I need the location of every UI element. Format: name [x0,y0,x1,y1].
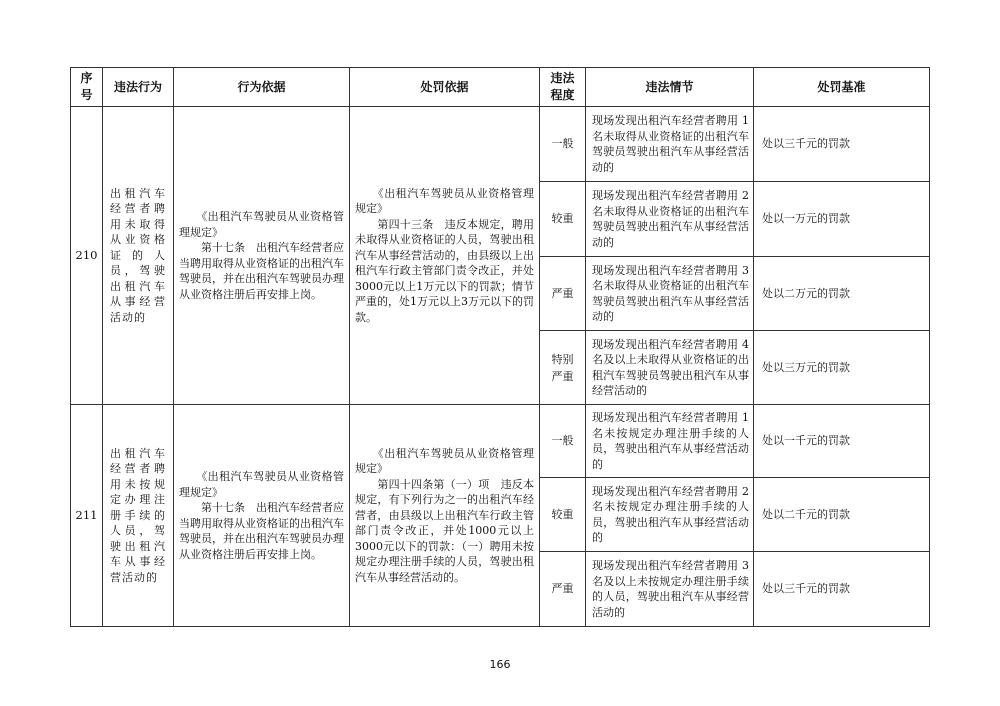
header-standard: 处罚基准 [754,68,930,107]
penalty-standard: 处以三千元的罚款 [754,552,930,627]
violation-situation: 现场发现出租汽车经营者聘用 4 名及以上未取得从业资格证的出租汽车驾驶员驾驶出租汽车从事经营活动的 [586,331,754,405]
header-no: 序号 [71,68,103,107]
page-number: 166 [489,658,511,671]
penalty-basis: 《出租汽车驾驶员从业资格管理规定》 第四十四条第（一）项 违反本规定，有下列行为之一的出租汽车经营者，由县级以上出租汽车行政主管部门责令改正，并处1000元以上3000元以下的罚款：（一）聘用未按规定办理注册手续的人员，驾驶出租汽车从事经营活动的。 [350,405,540,627]
header-level: 违法程度 [540,68,586,107]
violation-situation: 现场发现出租汽车经营者聘用 1 名未取得从业资格证的出租汽车驾驶员驾驶出租汽车从事经营活动的 [586,107,754,182]
violation-level: 严重 [540,552,586,627]
penalty-basis: 《出租汽车驾驶员从业资格管理规定》 第四十三条 违反本规定，聘用未取得从业资格证的人员，驾驶出租汽车从事经营活动的，由县级以上出租汽车行政主管部门责令改正，并处3000元以上1万元以下的罚款；情节严重的，处1万元以上3万元以下的罚款。 [350,107,540,405]
row-number: 210 [71,107,103,405]
header-act: 违法行为 [103,68,174,107]
table-row [71,107,930,182]
penalty-standard: 处以一万元的罚款 [754,182,930,257]
row-number: 211 [71,405,103,627]
violation-act: 出租汽车经营者聘用未取得从业资格证的人员，驾驶出租汽车从事经营活动的 [103,107,174,405]
header-penalty: 处罚依据 [350,68,540,107]
header-situation: 违法情节 [586,68,754,107]
violation-level: 特别严重 [540,331,586,405]
violation-level: 较重 [540,182,586,257]
penalty-standard: 处以三万元的罚款 [754,331,930,405]
act-basis: 《出租汽车驾驶员从业资格管理规定》 第十七条 出租汽车经营者应当聘用取得从业资格证的出租汽车驾驶员，并在出租汽车驾驶员办理从业资格注册后再安排上岗。 [174,107,350,405]
penalty-standard: 处以一千元的罚款 [754,405,930,478]
violation-level: 较重 [540,478,586,552]
violation-situation: 现场发现出租汽车经营者聘用 3 名及以上未按规定办理注册手续的人员，驾驶出租汽车从事经营活动的 [586,552,754,627]
table-row [71,405,930,478]
header-basis: 行为依据 [174,68,350,107]
violation-situation: 现场发现出租汽车经营者聘用 2 名未按规定办理注册手续的人员，驾驶出租汽车从事经营活动的 [586,478,754,552]
penalty-standard: 处以二千元的罚款 [754,478,930,552]
violation-level: 一般 [540,405,586,478]
penalty-standard: 处以二万元的罚款 [754,257,930,331]
penalty-standard: 处以三千元的罚款 [754,107,930,182]
violation-level: 严重 [540,257,586,331]
violation-level: 一般 [540,107,586,182]
violation-situation: 现场发现出租汽车经营者聘用 1 名未按规定办理注册手续的人员，驾驶出租汽车从事经营活动的 [586,405,754,478]
header-row [71,68,930,107]
penalty-table [70,67,930,627]
violation-situation: 现场发现出租汽车经营者聘用 2 名未取得从业资格证的出租汽车驾驶员驾驶出租汽车从事经营活动的 [586,182,754,257]
violation-situation: 现场发现出租汽车经营者聘用 3 名未取得从业资格证的出租汽车驾驶员驾驶出租汽车从事经营活动的 [586,257,754,331]
act-basis: 《出租汽车驾驶员从业资格管理规定》 第十七条 出租汽车经营者应当聘用取得从业资格证的出租汽车驾驶员，并在出租汽车驾驶员办理从业资格注册后再安排上岗。 [174,405,350,627]
violation-act: 出租汽车经营者聘用未按规定办理注册手续的人员，驾驶出租汽车从事经营活动的 [103,405,174,627]
